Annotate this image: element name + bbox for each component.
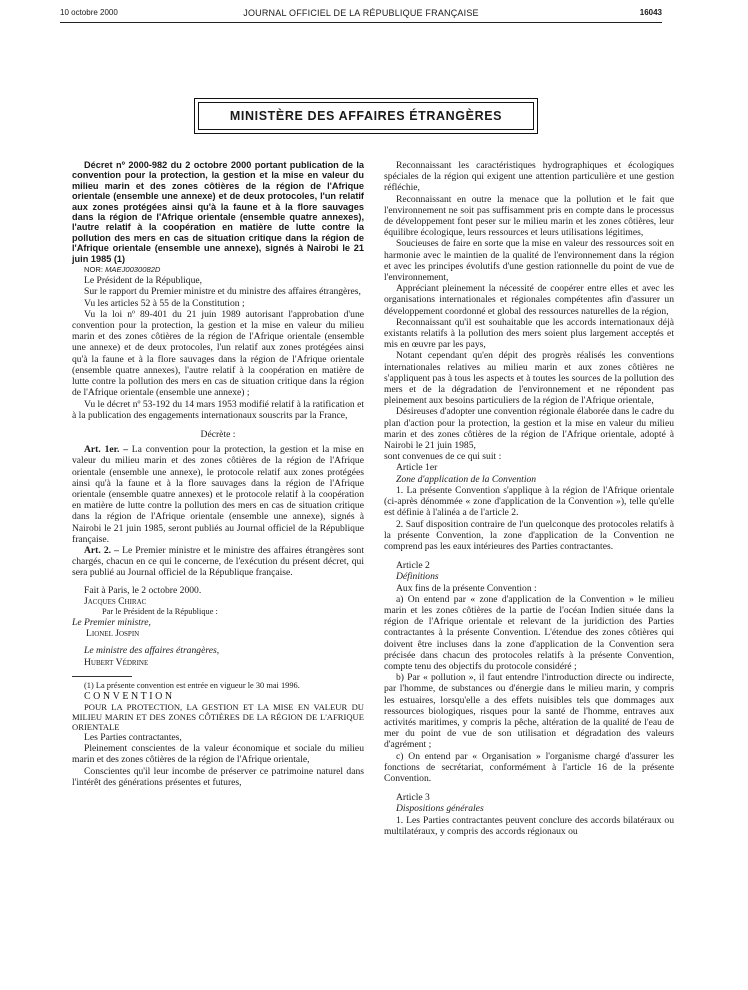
article-3-p1: 1. Les Parties contractantes peuvent conclure des accords bilatéraux ou multilatéraux, y compris des accords régionaux ou xyxy=(384,814,674,837)
decree-title: Décret nº 2000-982 du 2 octobre 2000 portant publication de la convention pour la protection, la gestion et la mise en valeur du milieu marin et des zones côtières de la région de l'Afrique orientale (ensemble une annexe) et de deux protocoles, l'un relatif aux zones protégées ainsi qu'à la faune et à la flore sauvages dans la région de l'Afrique orientale (ensemble quatre annexes), l'autre relatif à la coopération en matière de lutte contre la pollution des mers en cas de situation critique dans la région de l'Afrique orientale (ensemble une annexe), signés à Nairobi le 21 juin 1985 (1) xyxy=(72,160,364,264)
article-2: Art. 2. – Le Premier ministre et le ministre des affaires étrangères sont chargés, chacun en ce qui le concerne, de l'exécution du présent décret, qui sera publié au Journal officiel de la République française. xyxy=(72,544,364,579)
article-2-intro: Aux fins de la présente Convention : xyxy=(396,582,537,594)
journal-title: JOURNAL OFFICIEL DE LA RÉPUBLIQUE FRANÇAISE xyxy=(243,8,479,18)
decree-p5: Vu le décret nº 53-192 du 14 mars 1953 modifié relatif à la ratification et à la publication des engagements internationaux souscrits par la France, xyxy=(72,398,364,421)
ministry-heading: MINISTÈRE DES AFFAIRES ÉTRANGÈRES xyxy=(198,102,534,130)
fm-name: Hubert Védrine xyxy=(84,656,149,668)
by-president: Par le Président de la République : xyxy=(102,606,218,616)
article-1-p2: 2. Sauf disposition contraire de l'un quelconque des protocoles relatifs à la présente Convention, la zone d'application de la Convention ne comprend pas les eaux intérieures des Parties contractantes. xyxy=(384,518,674,552)
article-2-heading: Article 2 xyxy=(396,560,430,572)
place-date: Fait à Paris, le 2 octobre 2000. xyxy=(84,584,202,596)
decree-p1: Le Président de la République, xyxy=(84,275,203,287)
signer-president: Jacques Chirac xyxy=(84,595,147,607)
pm-name: Lionel Jospin xyxy=(86,628,140,640)
preamble-r7: Désireuses d'adopter une convention régionale élaborée dans le cadre du plan d'action pour la protection, la gestion et la mise en valeur du milieu marin et des zones côtières de la région de l'Afrique orientale, adopté à Nairobi le 21 juin 1985, xyxy=(384,406,674,452)
header-date: 10 octobre 2000 xyxy=(60,8,118,17)
right-column xyxy=(384,160,674,837)
page-header xyxy=(60,8,662,22)
article-2-a: a) On entend par « zone d'application de la Convention » le milieu marin et les zones côtières de la partie de l'océan Indien située dans la région de l'Afrique orientale et relevant de la juridiction des Parties contractantes à la présente Convention. L'étendue des zones côtières qui doivent être incluses dans la zone d'application de la Convention sera précisée dans chacun des protocoles relatifs à la présente Convention, compte tenu des objectifs du protocole considéré ; xyxy=(384,593,674,672)
preamble-r4: Appréciant pleinement la nécessité de coopérer entre elles et avec les organisations internationales et régionales compétentes afin d'assurer un développement coordonné et global des ressources naturelles de la région, xyxy=(384,283,674,317)
preamble-l2: Conscientes qu'il leur incombe de préserver ce patrimoine naturel dans l'intérêt des générations présentes et futures, xyxy=(72,765,364,788)
page-number: 16043 xyxy=(639,8,662,17)
pm-title: Le Premier ministre, xyxy=(72,616,151,628)
article-2-b: b) Par « pollution », il faut entendre l'introduction directe ou indirecte, par l'homme, de substances ou d'énergie dans le milieu marin, y compris les estuaires, lorsqu'elle a des effets nuisibles tels que dommages aux ressources biologiques, risques pour la santé de l'homme, entraves aux activités maritimes, y compris la pêche, altération de la qualité de l'eau de mer du point de vue de son utilisation et dégradation des valeurs d'agrément ; xyxy=(384,672,674,751)
preamble-r5: Reconnaissant qu'il est souhaitable que les accords internationaux déjà existants relatifs à la pollution des mers soient plus largement acceptés et mis en œuvre par les pays, xyxy=(384,316,674,351)
preamble-r3: Soucieuses de faire en sorte que la mise en valeur des ressources soit en harmonie avec le maintien de la qualité de l'environnement dans la région et avec les principes évolutifs d'une gestion rationnelle du point de vue de l'environnement, xyxy=(384,238,674,284)
article-3-subtitle: Dispositions générales xyxy=(396,803,484,815)
convention-title: POUR LA PROTECTION, LA GESTION ET LA MISE EN VALEUR DU MILIEU MARIN ET DES ZONES CÔTIÈRES DE LA RÉGION DE L'AFRIQUE ORIENTALE xyxy=(72,701,364,732)
article-2-subtitle: Définitions xyxy=(396,571,439,583)
article-1-p1: 1. La présente Convention s'applique à la région de l'Afrique orientale (ci-après dénommée « zone d'application de la Convention »), telle qu'elle est définie à l'alinéa a de l'article 2. xyxy=(384,484,674,519)
decree-p4: Vu la loi nº 89-401 du 21 juin 1989 autorisant l'approbation d'une convention pour la protection, la gestion et la mise en valeur du milieu marin et des zones côtières de la région de l'Afrique orientale (ensemble une annexe) et de deux protocoles, l'un relatif aux zones protégées ainsi qu'à la faune et à la flore sauvages dans la région de l'Afrique orientale (ensemble quatre annexes), l'autre relatif à la coopération en matière de lutte contre la pollution des mers en cas de situation critique dans la région de l'Afrique orientale (ensemble une annexe) ; xyxy=(72,308,364,399)
article-1-heading: Article 1er xyxy=(396,462,438,474)
decrete-label: Décrète : xyxy=(200,428,236,440)
convention-heading: CONVENTION xyxy=(84,690,175,702)
preamble-r6: Notant cependant qu'en dépit des progrès réalisés les conventions internationales relatives au milieu marin et aux zones côtières ne s'appliquent pas à tous les aspects et à toutes les sources de la pollution des mers et de la dégradation de l'environnement et ne répondent pas pleinement aux besoins particuliers de la région de l'Afrique orientale, xyxy=(384,350,674,407)
decree-p2: Sur le rapport du Premier ministre et du ministre des affaires étrangères, xyxy=(84,286,361,298)
left-column xyxy=(72,160,364,788)
article-1-subtitle: Zone d'application de la Convention xyxy=(396,473,537,485)
preamble-l1: Pleinement conscientes de la valeur économique et sociale du milieu marin et des zones côtières de la région de l'Afrique orientale, xyxy=(72,743,364,766)
article-3-heading: Article 3 xyxy=(396,792,430,804)
preamble-r2: Reconnaissant en outre la menace que la pollution et le fait que l'environnement ne soit pas suffisamment pris en compte dans le processus de développement font peser sur le milieu marin et les zones côtières, leur équilibre écologique, leurs ressources et leurs utilisations légitimes, xyxy=(384,193,674,239)
decree-p3: Vu les articles 52 à 55 de la Constitution ; xyxy=(84,297,245,309)
footnote: (1) La présente convention est entrée en vigueur le 30 mai 1996. xyxy=(84,680,300,690)
footnote-rule xyxy=(72,676,132,677)
fm-title: Le ministre des affaires étrangères, xyxy=(84,645,220,657)
header-rule xyxy=(60,22,662,23)
preamble-r8: sont convenues de ce qui suit : xyxy=(384,451,502,463)
parties-label: Les Parties contractantes, xyxy=(84,731,182,743)
article-2-c: c) On entend par « Organisation » l'organisme chargé d'assurer les fonctions de secrétariat, conformément à l'article 16 de la présente Convention. xyxy=(384,750,674,784)
article-1: Art. 1er. – La convention pour la protection, la gestion et la mise en valeur du milieu marin et des zones côtières de la région de l'Afrique orientale (ensemble une annexe), le protocole relatif aux zones protégées ainsi qu'à la faune et à la flore sauvages dans la région de l'Afrique orientale (ensemble quatre annexes) et le protocole relatif à la coopération en matière de lutte contre la pollution des mers en cas de situation critique dans la région de l'Afrique orientale (ensemble une annexe), signés à Nairobi le 21 juin 1985, seront publiés au Journal officiel de la République française. xyxy=(72,444,364,545)
preamble-r1: Reconnaissant les caractéristiques hydrographiques et écologiques spéciales de la région qui exigent une attention particulière et une gestion réfléchie, xyxy=(384,160,674,194)
nor-reference: NOR: MAEJ0030082D xyxy=(84,265,161,275)
